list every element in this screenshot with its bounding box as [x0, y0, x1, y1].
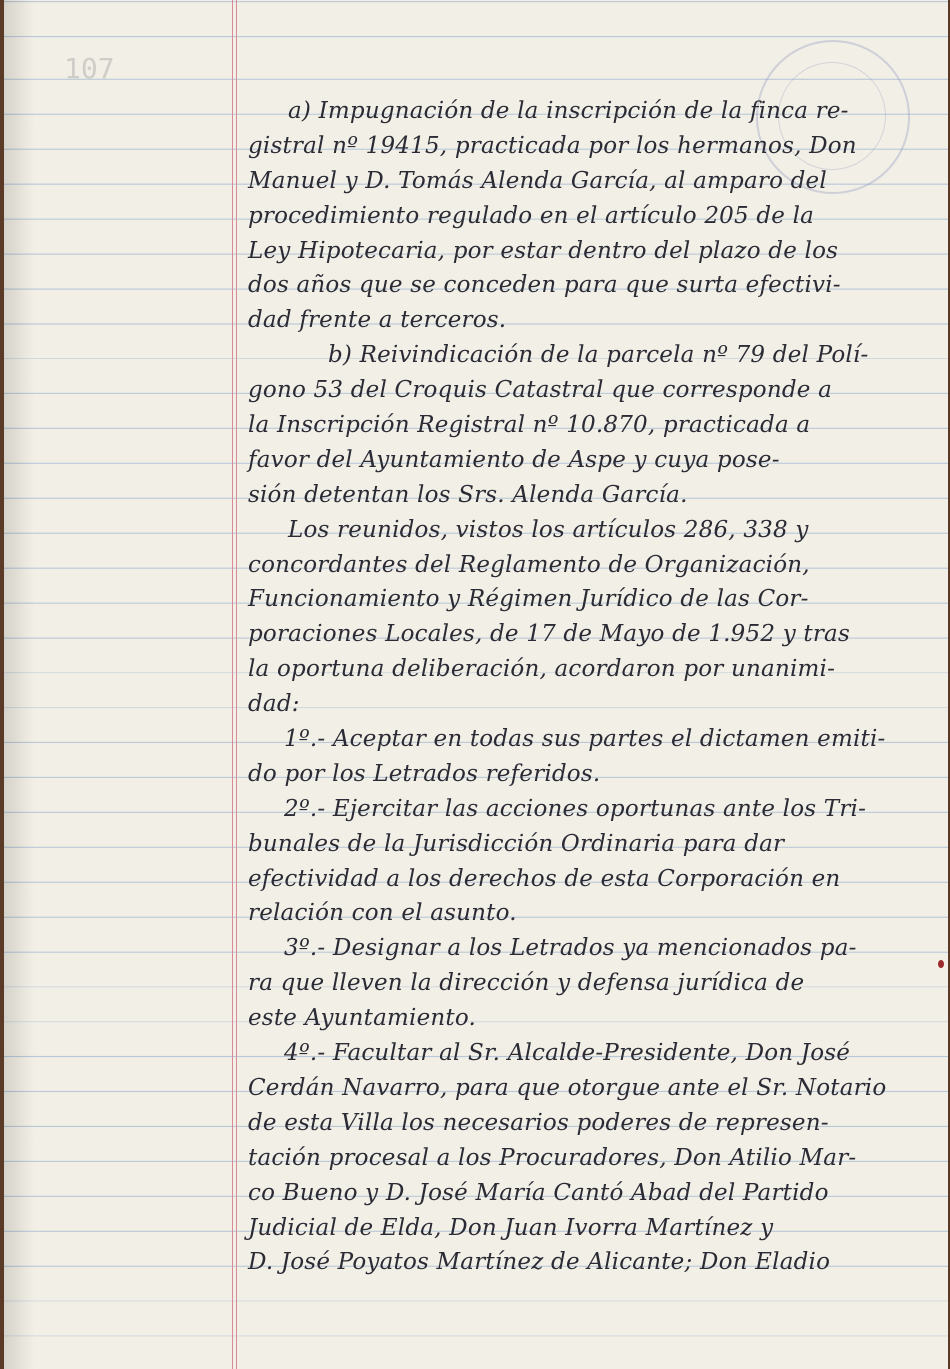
- text-line: gono 53 del Croquis Catastral que corresponde a: [248, 377, 832, 404]
- handwritten-text-block: [248, 96, 912, 1282]
- text-line: relación con el asunto.: [248, 900, 517, 927]
- text-line: favor del Ayuntamiento de Aspe y cuya pose-: [248, 446, 780, 473]
- text-line: sión detentan los Srs. Alenda García.: [248, 481, 688, 508]
- text-line: co Bueno y D. José María Cantó Abad del Partido: [248, 1179, 829, 1206]
- text-line: la oportuna deliberación, acordaron por unanimi-: [248, 656, 836, 683]
- text-line: poraciones Locales, de 17 de Mayo de 1.952 y tras: [248, 621, 850, 648]
- folio-number: 107: [64, 52, 115, 85]
- binding-shadow: [4, 0, 34, 1369]
- text-line: procedimiento regulado en el artículo 205 de la: [248, 202, 815, 229]
- text-line: de esta Villa los necesarios poderes de represen-: [248, 1109, 829, 1136]
- margin-rule-inner: [236, 0, 237, 1369]
- text-line: 3º.- Designar a los Letrados ya mencionados pa-: [284, 935, 857, 962]
- text-line: D. José Poyatos Martínez de Alicante; Don Eladio: [248, 1249, 831, 1276]
- text-line: 2º.- Ejercitar las acciones oportunas ante los Tri-: [284, 795, 867, 822]
- text-line: dad frente a terceros.: [248, 307, 507, 334]
- text-line: efectividad a los derechos de esta Corporación en: [248, 865, 841, 892]
- text-line: bunales de la Jurisdicción Ordinaria para dar: [248, 830, 785, 857]
- text-line: 1º.- Aceptar en todas sus partes el dictamen emiti-: [284, 726, 886, 753]
- text-line: dad:: [248, 691, 300, 718]
- text-line: Los reunidos, vistos los artículos 286, 338 y: [288, 516, 809, 543]
- text-line: concordantes del Reglamento de Organización,: [248, 551, 810, 578]
- text-line: este Ayuntamiento.: [248, 1005, 477, 1032]
- text-line: Cerdán Navarro, para que otorgue ante el Sr. Notario: [248, 1074, 887, 1101]
- text-line: dos años que se conceden para que surta efectivi-: [248, 272, 841, 299]
- text-line: la Inscripción Registral nº 10.870, practicada a: [248, 412, 811, 439]
- text-line: ra que lleven la dirección y defensa jurídica de: [248, 970, 805, 997]
- ink-spot: [938, 960, 944, 968]
- text-line: Manuel y D. Tomás Alenda García, al amparo del: [248, 167, 827, 194]
- text-line: Funcionamiento y Régimen Jurídico de las Cor-: [248, 586, 809, 613]
- text-line: b) Reivindicación de la parcela nº 79 del Polí-: [328, 342, 869, 369]
- text-line: 4º.- Facultar al Sr. Alcalde-Presidente, Don José: [284, 1040, 851, 1067]
- text-line: Ley Hipotecaria, por estar dentro del plazo de los: [248, 237, 839, 264]
- margin-rule-outer: [232, 0, 233, 1369]
- text-line: tación procesal a los Procuradores, Don Atilio Mar-: [248, 1144, 857, 1171]
- text-line: gistral nº 19415, practicada por los hermanos, Don: [248, 132, 857, 159]
- text-line: a) Impugnación de la inscripción de la finca re-: [288, 98, 849, 124]
- ledger-page: [4, 0, 948, 1369]
- text-line: do por los Letrados referidos.: [248, 760, 601, 787]
- text-line: Judicial de Elda, Don Juan Ivorra Martínez y: [248, 1214, 774, 1241]
